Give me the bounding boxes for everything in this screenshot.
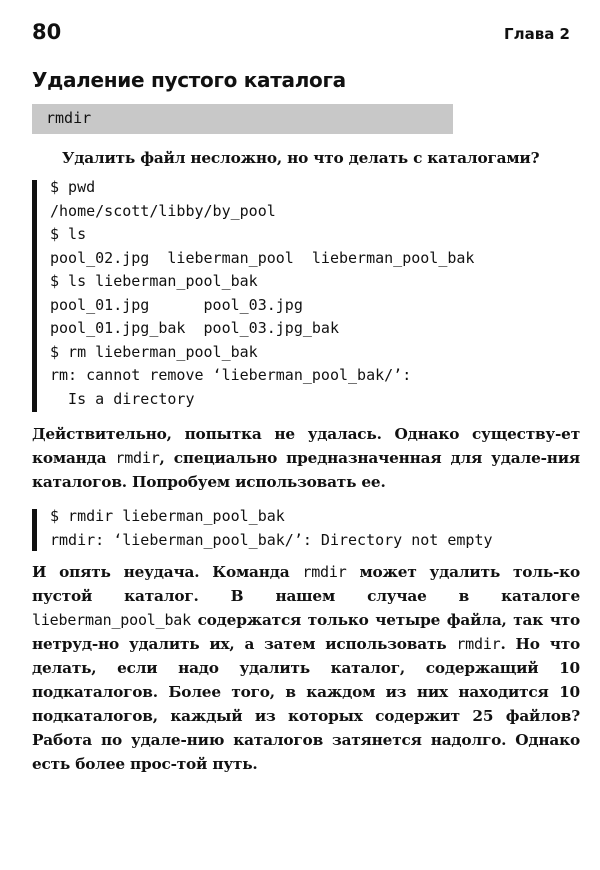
inline-command: rmdir [302,563,347,581]
code-block-bar [32,180,37,412]
code-line: rmdir: ‘lieberman_pool_bak/’: Directory not empty [50,530,493,549]
page-number: 80 [32,20,62,44]
code-line: pool_01.jpg_bak pool_03.jpg_bak [50,319,339,337]
code-line: pool_02.jpg lieberman_pool lieberman_pool_bak [50,248,475,267]
paragraph-3-text-3: содержатся только четыре файла, так что нетруд-но удалить их, а затем использовать [32,611,580,653]
code-block-1 [32,176,580,416]
paragraph-3-text-4: . Но что делать, если надо удалить каталог, содержащий 10 подкаталогов. Более того, в каждом из них находится 10 подкаталогов, каждый из которых содержит 25 файлов? Работа по удале-нию каталогов затянется надолго. Однако есть более прос-той путь. [32,635,580,773]
paragraph-2-text-2: , специально предназначенная для удале-ния каталогов. Попробуем использовать ее. [32,449,580,491]
paragraph-3 [32,560,580,776]
inline-command: rmdir [115,449,160,467]
code-line: pool_01.jpg pool_03.jpg [50,295,303,314]
code-line: rm: cannot remove ‘lieberman_pool_bak/’: [50,366,412,384]
code-line: $ rm lieberman_pool_bak [50,342,258,361]
page-header [32,20,570,48]
code-line: Is a directory [50,389,195,408]
intro-paragraph: Удалить файл несложно, но что делать с каталогами? [62,149,540,167]
paragraph-3-text-1: И опять неудача. Команда [32,563,303,581]
code-line: /home/scott/libby/by_pool [50,201,276,220]
inline-directory: lieberman_pool_bak [32,611,191,629]
section-title: Удаление пустого каталога [32,68,346,92]
code-line: $ ls [50,225,87,243]
code-block-2 [32,505,580,555]
code-line: $ pwd [50,178,96,196]
code-line: $ rmdir lieberman_pool_bak [50,507,285,525]
code-line: $ ls lieberman_pool_bak [50,272,258,290]
command-name: rmdir [46,109,92,127]
chapter-label: Глава 2 [504,25,570,43]
code-block-bar [32,509,37,551]
inline-command: rmdir [456,635,501,653]
paragraph-2 [32,422,580,494]
command-banner [32,104,453,134]
paragraph-2-text-1: Действительно, попытка не удалась. Однако существу-ет команда [32,425,580,467]
paragraph-3-text-2: может удалить толь-ко пустой каталог. В нашем случае в каталоге [32,563,580,605]
